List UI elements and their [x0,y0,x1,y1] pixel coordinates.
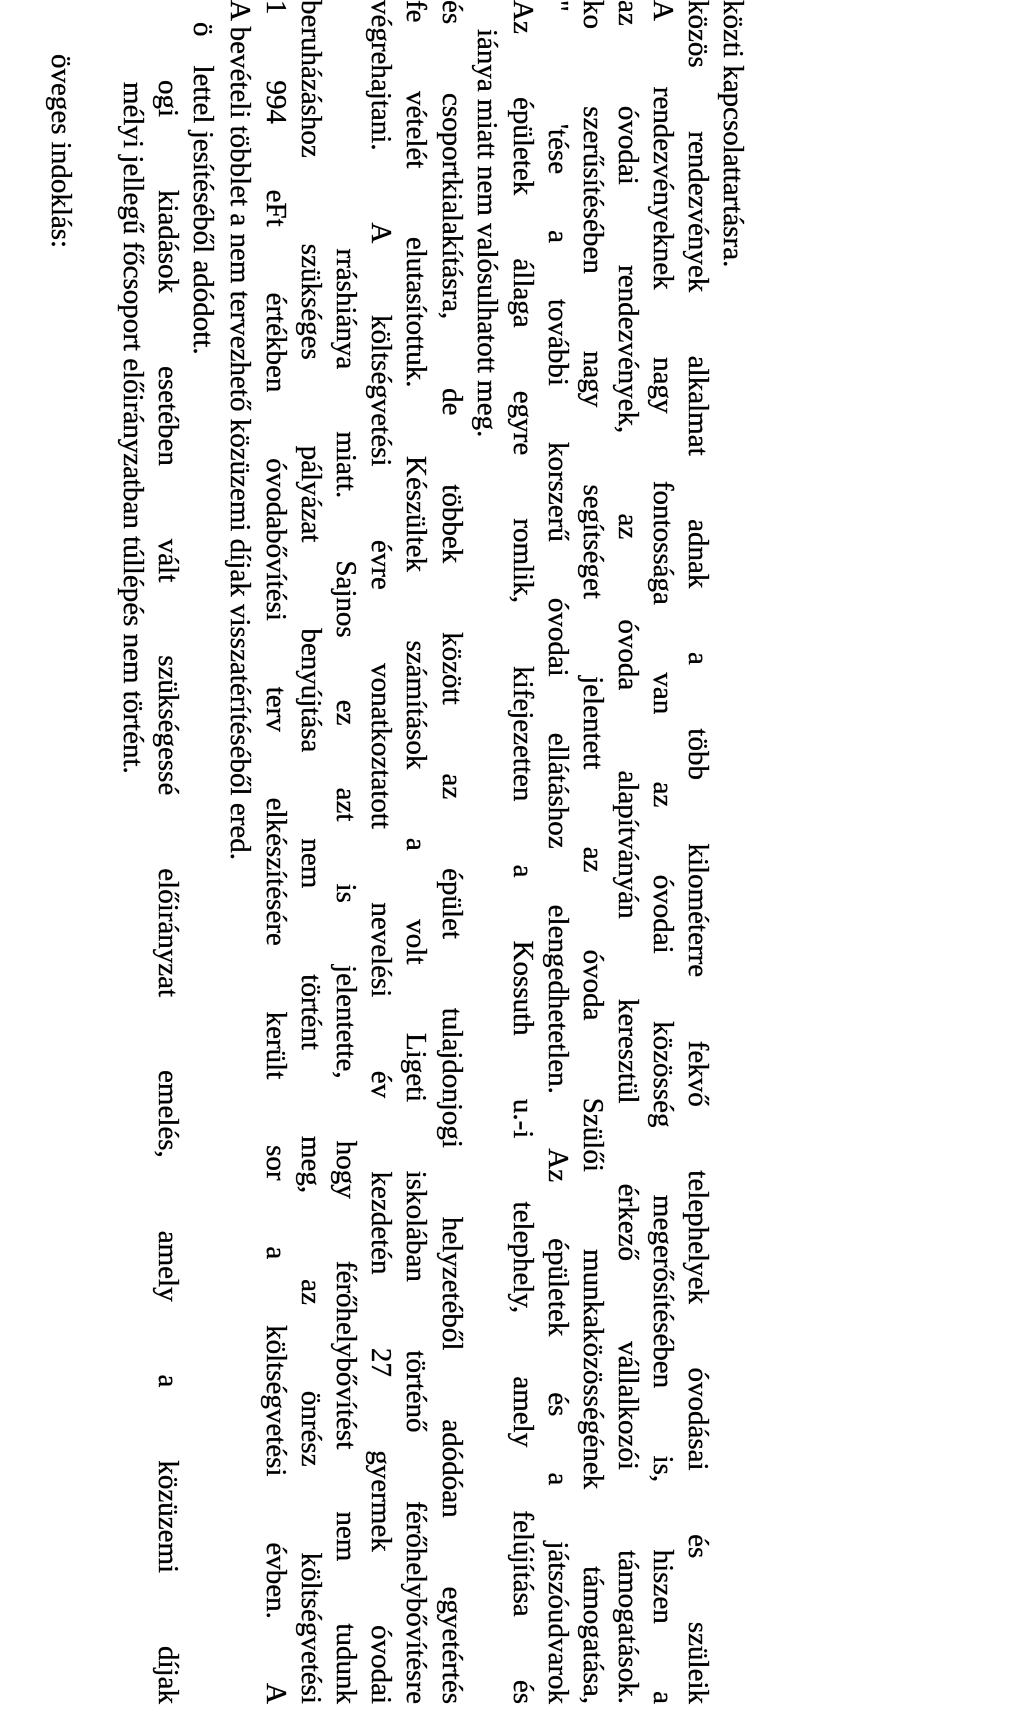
paragraph-line: fe vételét elutasítottuk. Készültek számítások a volt Ligeti iskolában történő férőhelybővítésre [400,0,432,1704]
paragraph-line: közös rendezvények alkalmat adnak a több kilométerre fekvő telephelyek óvodásai és szüleik [682,0,714,1704]
paragraph-line: iánya miatt nem valósulhatott meg. [471,0,503,438]
page-heading: öveges indoklás: [45,54,77,249]
paragraph-line: rráshiánya miatt. Sajnos ez azt is jelentette, hogy férőhelybővítést nem tudunk [330,0,362,1704]
paragraph-line: ogi kiadások esetében vált szükségessé előirányzat emelés, amely a közüzemi díjak [152,80,184,1704]
paragraph-line: ko szerűsítésében nagy segítséget jelentett az óvoda Szülői munkaközösségének támogatása, [577,0,609,1704]
paragraph-line: Az épületek állaga egyre romlik, kifejezetten a Kossuth u.-i telephely, amely felújítása és [507,0,539,1704]
paragraph-line: és csoportkialakításra, de többek között az épület tulajdonjogi helyzetéből adódóan egyetértés [436,0,468,1704]
paragraph-line: közti kapcsolattartásra. [717,0,749,268]
paragraph-line: A bevételi többlet a nem tervezhető közüzemi díjak visszatérítéséből ered. [224,0,256,861]
paragraph-line: mélyi jellegű főcsoport előirányzatban túllépés nem történt. [117,82,149,774]
paragraph-line: beruházáshoz szükséges pályázat benyújtása nem történt meg, az önrész költségvetési [295,0,327,1704]
paragraph-line: ö lettel jesítéséből adódott. [187,22,219,355]
paragraph-line: " 'tése a további korszerű óvodai ellátáshoz elengedhetetlen. Az épületek és a játszóudvarok [542,0,574,1704]
paragraph-line: végrehajtani. A költségvetési évre vonatkoztatott nevelési év kezdetén 27 gyermek óvodai [365,0,397,1704]
paragraph-line: az óvodai rendezvények, az óvoda alapítványán keresztül érkező vállalkozói támogatások. [612,0,644,1704]
paragraph-line: A rendezvényeknek nagy fontossága van az óvodai közösség megerősítésében is, hiszen a [647,0,679,1704]
paragraph-line: 1 994 eFt értékben óvodabővítési terv elkészítésére került sor a költségvetési évben. A [260,0,292,1704]
